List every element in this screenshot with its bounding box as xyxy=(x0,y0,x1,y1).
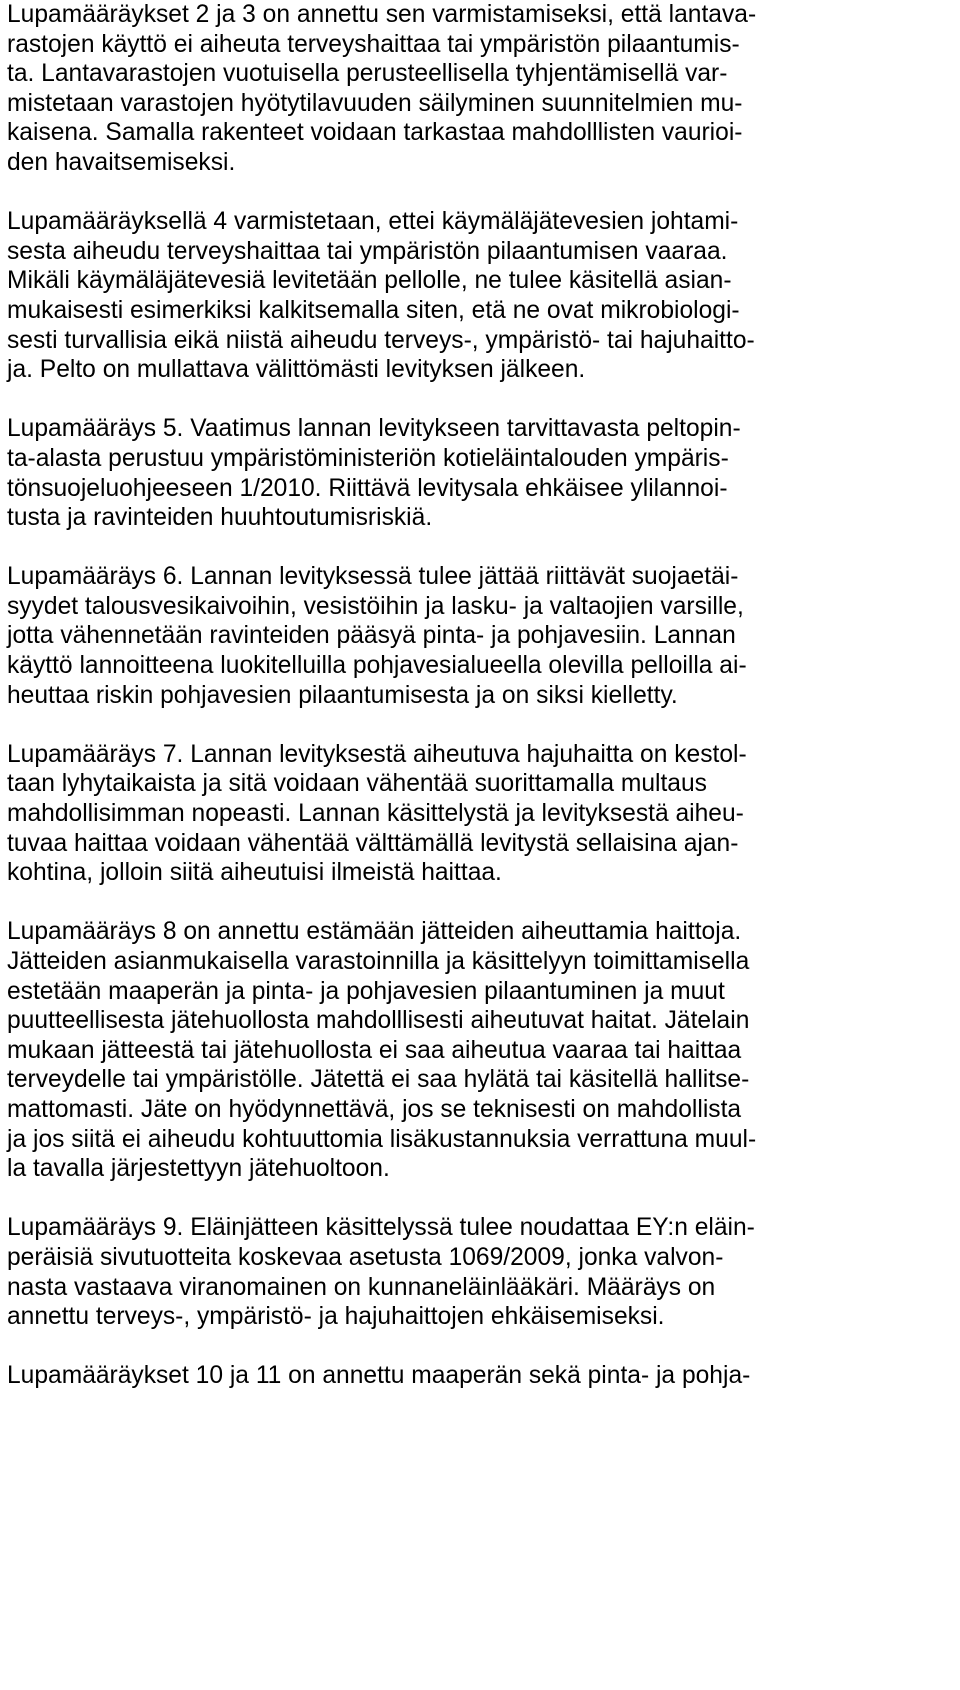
text-line: ta-alasta perustuu ympäristöministeriön kotieläintalouden ympäris- xyxy=(7,444,729,472)
paragraph-spacer xyxy=(7,178,957,208)
paragraph-lupamaarays-6 xyxy=(7,562,957,710)
text-line: ta. Lantavarastojen vuotuisella perusteellisella tyhjentämisellä var- xyxy=(7,60,728,88)
text-line: Lupamääräyksellä 4 varmistetaan, ettei käymäläjätevesien johtami- xyxy=(7,208,739,236)
paragraph-lupamaaraykset-10-11 xyxy=(7,1361,957,1391)
paragraph-spacer xyxy=(7,1332,957,1362)
text-line: Lupamääräys 8 on annettu estämään jätteiden aiheuttamia haittoja. xyxy=(7,918,742,946)
text-line: Lupamääräykset 10 ja 11 on annettu maaperän sekä pinta- ja pohja- xyxy=(7,1362,751,1390)
text-line: puutteellisesta jätehuollosta mahdolllisesti aiheutuvat haitat. Jätelain xyxy=(7,1007,750,1035)
paragraph-lupamaarays-7 xyxy=(7,740,957,888)
text-line: terveydelle tai ympäristölle. Jätettä ei saa hylätä tai käsitellä hallitse- xyxy=(7,1066,750,1094)
paragraph-lupamaaraykset-2-3 xyxy=(7,0,957,178)
text-line: tusta ja ravinteiden huuhtoutumisriskiä. xyxy=(7,504,433,532)
text-line: Lupamääräys 7. Lannan levityksestä aiheutuva hajuhaitta on kestol- xyxy=(7,740,747,768)
text-line: Mikäli käymäläjätevesiä levitetään pellolle, ne tulee käsitellä asian- xyxy=(7,267,732,295)
text-line: ja jos siitä ei aiheudu kohtuuttomia lisäkustannuksia verrattuna muul- xyxy=(7,1125,757,1153)
text-line: mistetaan varastojen hyötytilavuuden säilyminen suunnitelmien mu- xyxy=(7,89,743,117)
text-line: annettu terveys-, ympäristö- ja hajuhaittojen ehkäisemiseksi. xyxy=(7,1303,665,1331)
text-line: ja. Pelto on mullattava välittömästi levityksen jälkeen. xyxy=(7,356,586,384)
text-line: kaisena. Samalla rakenteet voidaan tarkastaa mahdolllisten vaurioi- xyxy=(7,119,743,147)
text-line: Jätteiden asianmukaisella varastoinnilla ja käsittelyyn toimittamisella xyxy=(7,948,750,975)
text-line: mahdollisimman nopeasti. Lannan käsittelystä ja levityksestä aiheu- xyxy=(7,800,744,828)
paragraph-spacer xyxy=(7,533,957,563)
text-line: kohtina, jolloin siitä aiheutuisi ilmeistä haittaa. xyxy=(7,859,502,887)
paragraph-spacer xyxy=(7,888,957,918)
text-line: Lupamääräykset 2 ja 3 on annettu sen varmistamiseksi, että lantava- xyxy=(7,1,757,28)
text-line: la tavalla järjestettyyn jätehuoltoon. xyxy=(7,1155,390,1183)
text-line: peräisiä sivutuotteita koskevaa asetusta 1069/2009, jonka valvon- xyxy=(7,1243,724,1271)
text-line: jotta vähennetään ravinteiden pääsyä pinta- ja pohjavesiin. Lannan xyxy=(7,622,736,650)
text-line: käyttö lannoitteena luokitelluilla pohjavesialueella olevilla pelloilla ai- xyxy=(7,652,747,680)
text-line: Lupamääräys 6. Lannan levityksessä tulee jättää riittävät suojaetäi- xyxy=(7,563,739,591)
paragraph-lupamaarays-5 xyxy=(7,414,957,532)
text-line: rastojen käyttö ei aiheuta terveyshaittaa tai ympäristön pilaantumis- xyxy=(7,30,740,58)
text-line: taan lyhytaikaista ja sitä voidaan vähentää suorittamalla multaus xyxy=(7,770,707,798)
text-line: heuttaa riskin pohjavesien pilaantumisesta ja on siksi kielletty. xyxy=(7,681,678,709)
text-line: tuvaa haittaa voidaan vähentää välttämällä levitystä sellaisina ajan- xyxy=(7,829,739,857)
text-line: den havaitsemiseksi. xyxy=(7,148,236,176)
paragraph-lupamaarays-9 xyxy=(7,1213,957,1331)
text-line: Lupamääräys 9. Eläinjätteen käsittelyssä tulee noudattaa EY:n eläin- xyxy=(7,1214,755,1242)
document-body xyxy=(7,0,957,1391)
text-line: sesti turvallisia eikä niistä aiheudu terveys-, ympäristö- tai hajuhaitto- xyxy=(7,326,755,354)
text-line: tönsuojeluohjeeseen 1/2010. Riittävä levitysala ehkäisee ylilannoi- xyxy=(7,474,728,502)
paragraph-spacer xyxy=(7,1184,957,1214)
paragraph-lupamaarays-4 xyxy=(7,207,957,385)
paragraph-spacer xyxy=(7,385,957,415)
text-line: syydet talousvesikaivoihin, vesistöihin ja lasku- ja valtaojien varsille, xyxy=(7,592,744,620)
text-line: mukaisesti esimerkiksi kalkitsemalla siten, etä ne ovat mikrobiologi- xyxy=(7,296,740,324)
text-line: estetään maaperän ja pinta- ja pohjavesien pilaantuminen ja muut xyxy=(7,977,725,1005)
paragraph-lupamaarays-8 xyxy=(7,917,957,1183)
paragraph-spacer xyxy=(7,710,957,740)
text-line: mattomasti. Jäte on hyödynnettävä, jos se teknisesti on mahdollista xyxy=(7,1095,742,1123)
text-line: nasta vastaava viranomainen on kunnaneläinlääkäri. Määräys on xyxy=(7,1273,716,1301)
text-line: Lupamääräys 5. Vaatimus lannan levitykseen tarvittavasta peltopin- xyxy=(7,415,741,443)
text-line: mukaan jätteestä tai jätehuollosta ei saa aiheutua vaaraa tai haittaa xyxy=(7,1036,742,1064)
text-line: sesta aiheudu terveyshaittaa tai ympäristön pilaantumisen vaaraa. xyxy=(7,237,728,265)
